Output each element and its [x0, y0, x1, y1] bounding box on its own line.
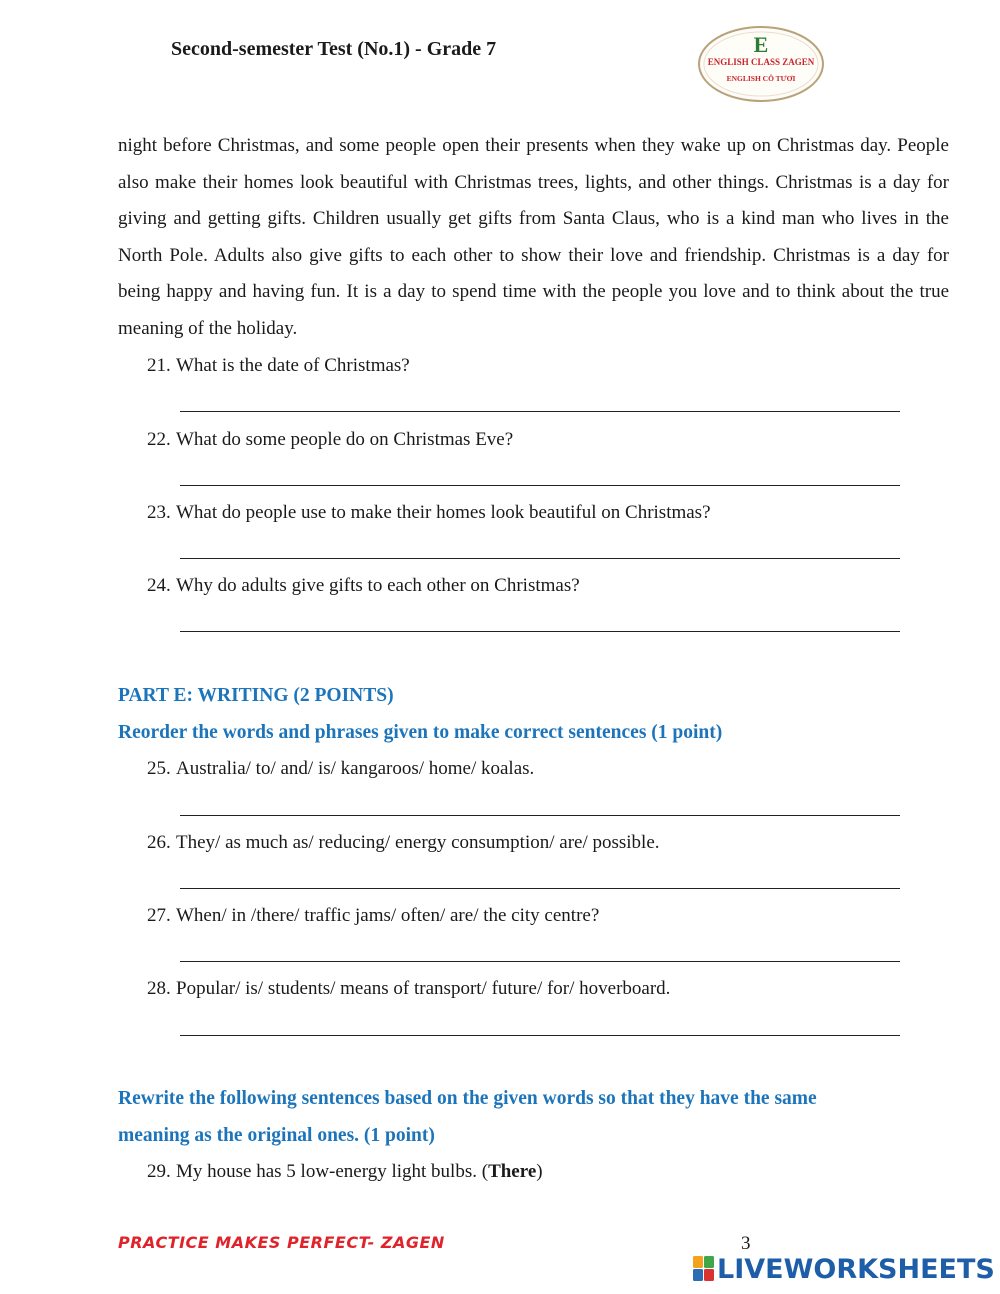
question-text: Popular/ is/ students/ means of transport/ future/ for/ hoverboard.: [176, 978, 671, 999]
question-keyword: There: [488, 1161, 537, 1182]
page-number: 3: [741, 1233, 751, 1254]
logo-line2: ENGLISH CÔ TƯƠI: [726, 74, 796, 83]
answer-line-25[interactable]: [180, 815, 900, 816]
answer-line-22[interactable]: [180, 485, 900, 486]
answer-line-28[interactable]: [180, 1035, 900, 1036]
question-24: [147, 575, 580, 597]
question-number: 26.: [147, 832, 171, 853]
question-text: My house has 5 low-energy light bulbs. (: [176, 1161, 489, 1182]
question-28: [147, 978, 670, 1000]
question-text: What do people use to make their homes look beautiful on Christmas?: [176, 502, 711, 523]
part-e-title: PART E: WRITING (2 POINTS): [118, 685, 394, 706]
question-29: [147, 1161, 543, 1183]
answer-line-23[interactable]: [180, 558, 900, 559]
liveworksheets-brand[interactable]: [693, 1253, 995, 1285]
question-text: Australia/ to/ and/ is/ kangaroos/ home/ koalas.: [176, 758, 535, 779]
logo-letter: E: [753, 32, 769, 57]
answer-line-24[interactable]: [180, 631, 900, 632]
question-number: 24.: [147, 575, 171, 596]
question-number: 22.: [147, 429, 171, 450]
question-22: [147, 429, 513, 451]
logo-line1: ENGLISH CLASS ZAGEN: [707, 57, 815, 67]
question-number: 28.: [147, 978, 171, 999]
question-text: What is the date of Christmas?: [176, 355, 410, 376]
reading-passage: night before Christmas, and some people open their presents when they wake up on Christmas day. People also make their homes look beautiful with Christmas trees, lights, and other things. Christmas is a day for giving and getting gifts. Children usually get gifts from Santa Claus, who is a kind man who lives in the North Pole. Adults also give gifts to each other to show their love and friendship. Christmas is a day for being happy and having fun. It is a day to spend time with the people you love and to think about the true meaning of the holiday.: [118, 135, 949, 339]
question-number: 21.: [147, 355, 171, 376]
footer-motto: PRACTICE MAKES PERFECT- ZAGEN: [118, 1233, 445, 1252]
answer-line-27[interactable]: [180, 961, 900, 962]
rewrite-instruction-line2: meaning as the original ones. (1 point): [118, 1125, 435, 1146]
question-text: When/ in /there/ traffic jams/ often/ are/ the city centre?: [176, 905, 600, 926]
school-logo: [697, 25, 825, 103]
question-text: What do some people do on Christmas Eve?: [176, 429, 514, 450]
question-27: [147, 905, 599, 927]
liveworksheets-text: LIVEWORKSHEETS: [717, 1253, 995, 1285]
answer-line-21[interactable]: [180, 411, 900, 412]
question-number: 23.: [147, 502, 171, 523]
question-26: [147, 832, 660, 854]
question-number: 29.: [147, 1161, 171, 1182]
answer-line-26[interactable]: [180, 888, 900, 889]
question-number: 25.: [147, 758, 171, 779]
question-25: [147, 758, 534, 780]
question-text: Why do adults give gifts to each other on Christmas?: [176, 575, 580, 596]
question-text-end: ): [536, 1161, 543, 1182]
question-number: 27.: [147, 905, 171, 926]
liveworksheets-logo-icon: [693, 1256, 715, 1282]
question-21: [147, 355, 410, 377]
question-text: They/ as much as/ reducing/ energy consumption/ are/ possible.: [176, 832, 660, 853]
reorder-instruction: Reorder the words and phrases given to make correct sentences (1 point): [118, 722, 723, 743]
question-23: [147, 502, 711, 524]
rewrite-instruction-line1: Rewrite the following sentences based on the given words so that they have the same: [118, 1088, 817, 1109]
page-title: Second-semester Test (No.1) - Grade 7: [171, 38, 497, 60]
